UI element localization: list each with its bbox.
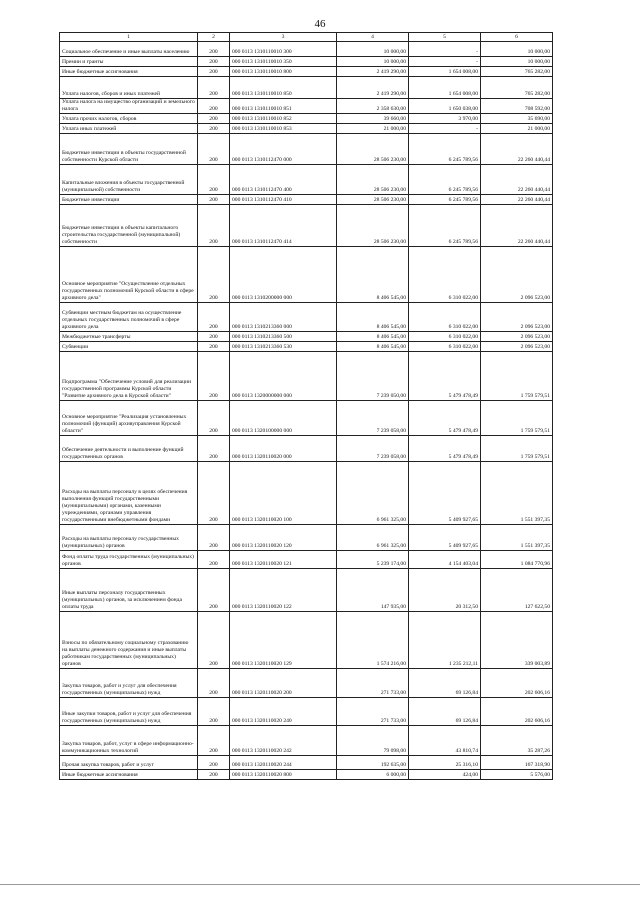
row-code-200-cell: 200 bbox=[198, 303, 230, 332]
row-budget-code-cell: 000 0113 1310110010 300 bbox=[230, 42, 337, 57]
column-header-2: 2 bbox=[198, 33, 230, 42]
table-row bbox=[60, 57, 553, 67]
table-body bbox=[60, 42, 553, 780]
row-name-cell: Расходы на выплаты персоналу государственных (муниципальных) органов bbox=[60, 525, 198, 551]
row-code-200-cell: 200 bbox=[198, 67, 230, 77]
row-budget-code-cell: 000 0113 1320110020 244 bbox=[230, 756, 337, 770]
row-code-200-cell: 200 bbox=[198, 57, 230, 67]
row-code-200-cell: 200 bbox=[198, 352, 230, 401]
row-executed-amount-cell: 25 316,10 bbox=[409, 756, 481, 770]
table-row bbox=[60, 114, 553, 124]
column-header-1: 1 bbox=[60, 33, 198, 42]
row-budget-code-cell: 000 0113 1310213360 530 bbox=[230, 342, 337, 352]
row-code-200-cell: 200 bbox=[198, 770, 230, 780]
row-approved-amount-cell: 28 506 230,00 bbox=[337, 205, 409, 247]
row-budget-code-cell: 000 0113 1320100000 000 bbox=[230, 401, 337, 436]
table-row bbox=[60, 551, 553, 569]
table-row bbox=[60, 195, 553, 205]
row-approved-amount-cell: 8 406 545,00 bbox=[337, 247, 409, 303]
row-remaining-amount-cell: 22 260 440,44 bbox=[481, 205, 553, 247]
row-executed-amount-cell: 6 245 789,56 bbox=[409, 205, 481, 247]
row-remaining-amount-cell: 2 096 523,00 bbox=[481, 303, 553, 332]
row-budget-code-cell: 000 0113 1320110020 242 bbox=[230, 726, 337, 756]
row-name-cell: Иные выплаты персоналу государственных (муниципальных) органов, за исключением фонда оплаты труда bbox=[60, 569, 198, 612]
row-approved-amount-cell: 21 000,00 bbox=[337, 124, 409, 134]
row-budget-code-cell: 000 0113 1310112470 414 bbox=[230, 205, 337, 247]
row-remaining-amount-cell: 22 260 440,44 bbox=[481, 195, 553, 205]
table-row bbox=[60, 698, 553, 726]
row-name-cell: Закупка товаров, работ, услуг в сфере информационно-коммуникационных технологий bbox=[60, 726, 198, 756]
row-remaining-amount-cell: 1 759 579,51 bbox=[481, 401, 553, 436]
row-name-cell: Расходы на выплаты персоналу в целях обеспечения выполнения функций государственными (муниципальными) органами, казенными учреждениями, органами управления государственными внебюджетными фондами bbox=[60, 462, 198, 525]
row-budget-code-cell: 000 0113 1320110020 122 bbox=[230, 569, 337, 612]
row-budget-code-cell: 000 0113 1310110010 350 bbox=[230, 57, 337, 67]
row-approved-amount-cell: 10 000,00 bbox=[337, 42, 409, 57]
column-header-3: 3 bbox=[230, 33, 337, 42]
row-approved-amount-cell: 28 506 230,00 bbox=[337, 165, 409, 195]
row-approved-amount-cell: 271 733,00 bbox=[337, 669, 409, 698]
column-header-5: 5 bbox=[409, 33, 481, 42]
table-row bbox=[60, 67, 553, 77]
row-budget-code-cell: 000 0113 1320110020 121 bbox=[230, 551, 337, 569]
row-executed-amount-cell: - bbox=[409, 124, 481, 134]
row-code-200-cell: 200 bbox=[198, 114, 230, 124]
row-executed-amount-cell: 6 310 022,00 bbox=[409, 332, 481, 342]
budget-execution-table bbox=[59, 32, 553, 780]
row-name-cell: Основное мероприятие "Осуществление отдельных государственных полномочий Курской области в сфере архивного дела" bbox=[60, 247, 198, 303]
row-executed-amount-cell: 6 310 022,00 bbox=[409, 247, 481, 303]
table-row bbox=[60, 726, 553, 756]
table-row bbox=[60, 99, 553, 114]
row-executed-amount-cell: 20 312,50 bbox=[409, 569, 481, 612]
row-executed-amount-cell: 1 235 212,11 bbox=[409, 612, 481, 669]
row-code-200-cell: 200 bbox=[198, 436, 230, 462]
row-code-200-cell: 200 bbox=[198, 756, 230, 770]
row-name-cell: Уплата иных платежей bbox=[60, 124, 198, 134]
column-number-row bbox=[60, 33, 553, 42]
row-approved-amount-cell: 271 733,00 bbox=[337, 698, 409, 726]
row-approved-amount-cell: 6 000,00 bbox=[337, 770, 409, 780]
row-remaining-amount-cell: 765 282,00 bbox=[481, 77, 553, 99]
row-executed-amount-cell: 6 245 789,56 bbox=[409, 165, 481, 195]
table-row bbox=[60, 332, 553, 342]
row-code-200-cell: 200 bbox=[198, 726, 230, 756]
row-budget-code-cell: 000 0113 1320110020 240 bbox=[230, 698, 337, 726]
row-code-200-cell: 200 bbox=[198, 401, 230, 436]
row-remaining-amount-cell: 765 282,00 bbox=[481, 67, 553, 77]
page-number: 46 bbox=[314, 18, 326, 30]
row-remaining-amount-cell: 35 287,26 bbox=[481, 726, 553, 756]
row-executed-amount-cell: 3 970,00 bbox=[409, 114, 481, 124]
row-code-200-cell: 200 bbox=[198, 612, 230, 669]
row-budget-code-cell: 000 0113 1320110020 200 bbox=[230, 669, 337, 698]
row-budget-code-cell: 000 0113 1320110020 800 bbox=[230, 770, 337, 780]
row-remaining-amount-cell: 1 551 397,35 bbox=[481, 462, 553, 525]
row-budget-code-cell: 000 0113 1310110010 851 bbox=[230, 99, 337, 114]
row-executed-amount-cell: 4 154 403,04 bbox=[409, 551, 481, 569]
row-name-cell: Подпрограмма "Обеспечение условий для реализации государственной программы Курской области "Развитие архивного дела в Курской области" bbox=[60, 352, 198, 401]
table-row bbox=[60, 205, 553, 247]
table-row bbox=[60, 303, 553, 332]
row-code-200-cell: 200 bbox=[198, 77, 230, 99]
row-remaining-amount-cell: 1 759 579,51 bbox=[481, 436, 553, 462]
row-code-200-cell: 200 bbox=[198, 525, 230, 551]
row-executed-amount-cell: 1 654 008,00 bbox=[409, 77, 481, 99]
row-code-200-cell: 200 bbox=[198, 332, 230, 342]
table-row bbox=[60, 42, 553, 57]
row-approved-amount-cell: 147 935,00 bbox=[337, 569, 409, 612]
row-budget-code-cell: 000 0113 1310110010 800 bbox=[230, 67, 337, 77]
row-code-200-cell: 200 bbox=[198, 247, 230, 303]
row-executed-amount-cell: 6 245 789,56 bbox=[409, 195, 481, 205]
row-budget-code-cell: 000 0113 1310213360 000 bbox=[230, 303, 337, 332]
row-approved-amount-cell: 7 239 058,00 bbox=[337, 401, 409, 436]
row-remaining-amount-cell: 35 690,00 bbox=[481, 114, 553, 124]
row-approved-amount-cell: 39 660,00 bbox=[337, 114, 409, 124]
row-remaining-amount-cell: 127 622,50 bbox=[481, 569, 553, 612]
row-code-200-cell: 200 bbox=[198, 569, 230, 612]
column-header-4: 4 bbox=[337, 33, 409, 42]
row-name-cell: Субвенции местным бюджетам на осуществление отдельных государственных полномочий в сфере архивного дела bbox=[60, 303, 198, 332]
table-row bbox=[60, 770, 553, 780]
row-approved-amount-cell: 6 961 325,00 bbox=[337, 462, 409, 525]
row-budget-code-cell: 000 0113 1310112470 410 bbox=[230, 195, 337, 205]
row-name-cell: Иные бюджетные ассигнования bbox=[60, 67, 198, 77]
row-remaining-amount-cell: 22 260 440,44 bbox=[481, 134, 553, 165]
table-row bbox=[60, 77, 553, 99]
row-name-cell: Межбюджетные трансферты bbox=[60, 332, 198, 342]
row-approved-amount-cell: 8 406 545,00 bbox=[337, 342, 409, 352]
row-budget-code-cell: 000 0113 1320110020 129 bbox=[230, 612, 337, 669]
row-executed-amount-cell: 5 409 927,65 bbox=[409, 462, 481, 525]
row-executed-amount-cell: 43 810,74 bbox=[409, 726, 481, 756]
row-approved-amount-cell: 5 239 174,00 bbox=[337, 551, 409, 569]
row-remaining-amount-cell: 2 096 523,00 bbox=[481, 342, 553, 352]
row-remaining-amount-cell: 21 000,00 bbox=[481, 124, 553, 134]
row-name-cell: Субвенции bbox=[60, 342, 198, 352]
row-name-cell: Закупка товаров, работ и услуг для обеспечения государственных (муниципальных) нужд bbox=[60, 669, 198, 698]
row-executed-amount-cell: 69 126,84 bbox=[409, 669, 481, 698]
row-remaining-amount-cell: 22 260 440,44 bbox=[481, 165, 553, 195]
row-budget-code-cell: 000 0113 1310110010 853 bbox=[230, 124, 337, 134]
row-executed-amount-cell: - bbox=[409, 42, 481, 57]
row-executed-amount-cell: - bbox=[409, 57, 481, 67]
row-remaining-amount-cell: 10 000,00 bbox=[481, 57, 553, 67]
row-approved-amount-cell: 1 574 216,00 bbox=[337, 612, 409, 669]
row-executed-amount-cell: 6 310 022,00 bbox=[409, 303, 481, 332]
row-executed-amount-cell: 5 479 478,49 bbox=[409, 436, 481, 462]
table-row bbox=[60, 124, 553, 134]
row-name-cell: Бюджетные инвестиции в объекты капитального строительства государственной (муниципальной) собственности bbox=[60, 205, 198, 247]
row-budget-code-cell: 000 0113 1320110020 120 bbox=[230, 525, 337, 551]
row-budget-code-cell: 000 0113 1310110010 852 bbox=[230, 114, 337, 124]
row-approved-amount-cell: 8 406 545,00 bbox=[337, 332, 409, 342]
row-name-cell: Бюджетные инвестиции bbox=[60, 195, 198, 205]
row-name-cell: Иные закупки товаров, работ и услуг для обеспечения государственных (муниципальных) нужд bbox=[60, 698, 198, 726]
row-budget-code-cell: 000 0113 1320110020 000 bbox=[230, 436, 337, 462]
row-executed-amount-cell: 5 479 478,49 bbox=[409, 401, 481, 436]
table-row bbox=[60, 569, 553, 612]
row-executed-amount-cell: 5 409 927,65 bbox=[409, 525, 481, 551]
row-code-200-cell: 200 bbox=[198, 342, 230, 352]
row-name-cell: Взносы по обязательному социальному страхованию на выплаты денежного содержания и иные выплаты работникам государственных (муниципальных) органов bbox=[60, 612, 198, 669]
table-row bbox=[60, 342, 553, 352]
table-row bbox=[60, 352, 553, 401]
row-executed-amount-cell: 1 654 008,00 bbox=[409, 67, 481, 77]
row-approved-amount-cell: 79 098,00 bbox=[337, 726, 409, 756]
row-name-cell: Премии и гранты bbox=[60, 57, 198, 67]
row-code-200-cell: 200 bbox=[198, 195, 230, 205]
row-approved-amount-cell: 2 419 290,00 bbox=[337, 77, 409, 99]
row-remaining-amount-cell: 339 003,89 bbox=[481, 612, 553, 669]
row-remaining-amount-cell: 10 000,00 bbox=[481, 42, 553, 57]
row-budget-code-cell: 000 0113 1310200000 000 bbox=[230, 247, 337, 303]
row-code-200-cell: 200 bbox=[198, 165, 230, 195]
row-budget-code-cell: 000 0113 1320110020 100 bbox=[230, 462, 337, 525]
row-approved-amount-cell: 28 506 230,00 bbox=[337, 134, 409, 165]
table-row bbox=[60, 669, 553, 698]
row-code-200-cell: 200 bbox=[198, 698, 230, 726]
row-remaining-amount-cell: 5 576,00 bbox=[481, 770, 553, 780]
row-code-200-cell: 200 bbox=[198, 124, 230, 134]
row-budget-code-cell: 000 0113 1310110010 850 bbox=[230, 77, 337, 99]
row-approved-amount-cell: 192 635,00 bbox=[337, 756, 409, 770]
row-code-200-cell: 200 bbox=[198, 134, 230, 165]
row-remaining-amount-cell: 1 084 770,96 bbox=[481, 551, 553, 569]
row-code-200-cell: 200 bbox=[198, 205, 230, 247]
row-executed-amount-cell: 6 310 022,00 bbox=[409, 342, 481, 352]
row-executed-amount-cell: 424,00 bbox=[409, 770, 481, 780]
column-header-6: 6 bbox=[481, 33, 553, 42]
row-remaining-amount-cell: 167 318,90 bbox=[481, 756, 553, 770]
row-name-cell: Основное мероприятие "Реализация установленных полномочий (функций) архивуправления Курской области" bbox=[60, 401, 198, 436]
row-remaining-amount-cell: 708 592,00 bbox=[481, 99, 553, 114]
row-name-cell: Уплата прочих налогов, сборов bbox=[60, 114, 198, 124]
row-approved-amount-cell: 6 961 325,00 bbox=[337, 525, 409, 551]
row-remaining-amount-cell: 1 551 397,35 bbox=[481, 525, 553, 551]
row-executed-amount-cell: 5 479 478,49 bbox=[409, 352, 481, 401]
row-budget-code-cell: 000 0113 1310112470 000 bbox=[230, 134, 337, 165]
row-remaining-amount-cell: 1 759 579,51 bbox=[481, 352, 553, 401]
row-approved-amount-cell: 2 358 630,00 bbox=[337, 99, 409, 114]
table-row bbox=[60, 612, 553, 669]
row-budget-code-cell: 000 0113 1310213360 500 bbox=[230, 332, 337, 342]
row-name-cell: Обеспечение деятельности и выполнение функций государственных органов bbox=[60, 436, 198, 462]
row-budget-code-cell: 000 0113 1320000000 000 bbox=[230, 352, 337, 401]
page-bottom-rule bbox=[0, 884, 640, 885]
row-code-200-cell: 200 bbox=[198, 99, 230, 114]
row-remaining-amount-cell: 2 096 523,00 bbox=[481, 247, 553, 303]
row-executed-amount-cell: 6 245 789,56 bbox=[409, 134, 481, 165]
row-remaining-amount-cell: 202 606,16 bbox=[481, 698, 553, 726]
row-approved-amount-cell: 8 406 545,00 bbox=[337, 303, 409, 332]
row-approved-amount-cell: 10 000,00 bbox=[337, 57, 409, 67]
row-code-200-cell: 200 bbox=[198, 462, 230, 525]
row-code-200-cell: 200 bbox=[198, 551, 230, 569]
row-code-200-cell: 200 bbox=[198, 42, 230, 57]
table-row bbox=[60, 436, 553, 462]
row-approved-amount-cell: 28 506 230,00 bbox=[337, 195, 409, 205]
table-row bbox=[60, 401, 553, 436]
table-row bbox=[60, 462, 553, 525]
row-approved-amount-cell: 2 419 290,00 bbox=[337, 67, 409, 77]
row-executed-amount-cell: 1 650 038,00 bbox=[409, 99, 481, 114]
row-name-cell: Капитальные вложения в объекты государственной (муниципальной) собственности bbox=[60, 165, 198, 195]
row-approved-amount-cell: 7 239 050,00 bbox=[337, 352, 409, 401]
table-row bbox=[60, 525, 553, 551]
row-name-cell: Социальное обеспечение и иные выплаты населению bbox=[60, 42, 198, 57]
table-row bbox=[60, 756, 553, 770]
row-name-cell: Бюджетные инвестиции в объекты государственной собственности Курской области bbox=[60, 134, 198, 165]
row-budget-code-cell: 000 0113 1310112470 400 bbox=[230, 165, 337, 195]
table-row bbox=[60, 134, 553, 165]
row-name-cell: Иные бюджетные ассигнования bbox=[60, 770, 198, 780]
row-executed-amount-cell: 69 126,84 bbox=[409, 698, 481, 726]
row-approved-amount-cell: 7 239 058,00 bbox=[337, 436, 409, 462]
row-name-cell: Уплата налогов, сборов и иных платежей bbox=[60, 77, 198, 99]
row-name-cell: Уплата налога на имущество организаций и земельного налога bbox=[60, 99, 198, 114]
row-remaining-amount-cell: 202 606,16 bbox=[481, 669, 553, 698]
table-row bbox=[60, 247, 553, 303]
row-code-200-cell: 200 bbox=[198, 669, 230, 698]
table-header bbox=[60, 33, 553, 42]
row-name-cell: Прочая закупка товаров, работ и услуг bbox=[60, 756, 198, 770]
table-row bbox=[60, 165, 553, 195]
row-name-cell: Фонд оплаты труда государственных (муниципальных) органов bbox=[60, 551, 198, 569]
row-remaining-amount-cell: 2 096 523,00 bbox=[481, 332, 553, 342]
